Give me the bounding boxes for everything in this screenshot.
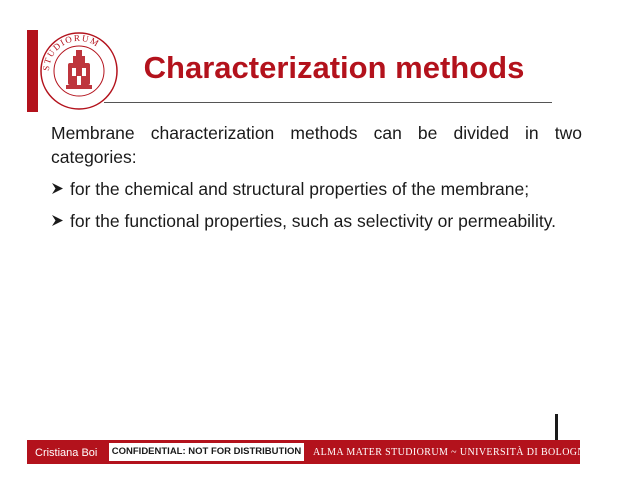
seal-lettering: STUDIORUM [40,32,102,72]
title-divider [104,102,552,103]
bullet-text: for the chemical and structural properties of the membrane; [70,179,530,199]
brand-bar [27,30,38,112]
confidential-label: CONFIDENTIAL: NOT FOR DISTRIBUTION [109,443,304,461]
arrow-bullet-icon [51,182,64,195]
intro-paragraph: Membrane characterization methods can be divided in two categories: [51,123,582,167]
arrow-bullet-icon [51,214,64,227]
bullet-item [51,209,582,233]
slide-body [51,121,582,241]
university-seal-icon [38,30,120,112]
footer-university: ALMA MATER STUDIORUM ~ UNIVERSITÀ DI BOLOGNA [313,447,593,458]
bullet-text: for the functional properties, such as selectivity or permeability. [70,211,557,231]
slide-title: Characterization methods [143,50,525,85]
bullet-list [51,177,582,233]
footer-author: Cristiana Boi [35,447,98,459]
bullet-item [51,177,582,201]
